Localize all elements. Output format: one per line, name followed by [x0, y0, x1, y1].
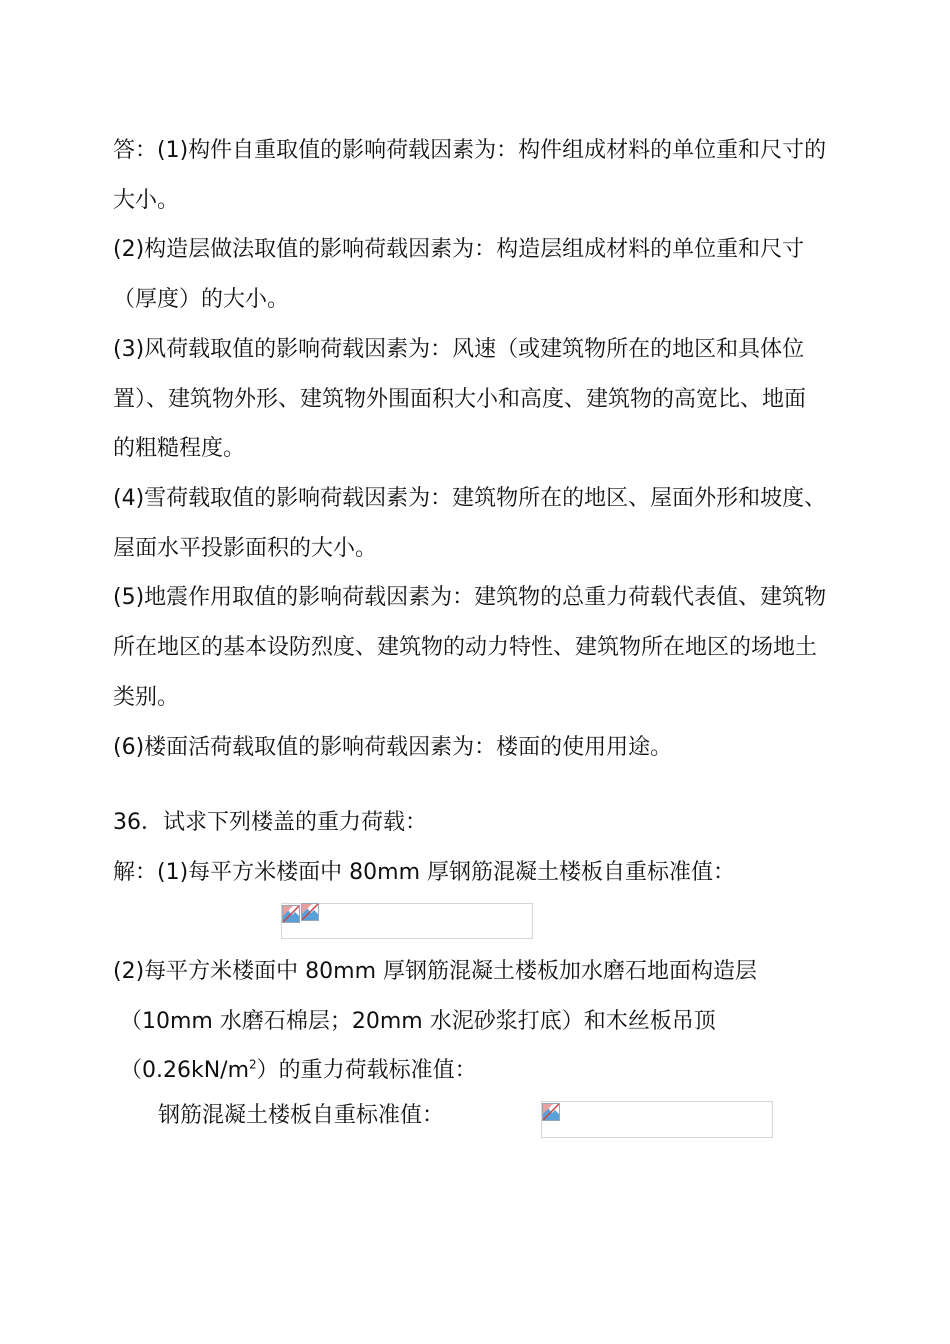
solution-line-2: (2)每平方米楼面中 80mm 厚钢筋混凝土楼板加水磨石地面构造层 — [113, 959, 758, 984]
answer-line-3: (2)构造层做法取值的影响荷载因素为：构造层组成材料的单位重和尺寸 — [113, 237, 805, 262]
superscript-2: 2 — [249, 1057, 257, 1072]
broken-image-icon — [301, 903, 319, 921]
formula-image-placeholder-2 — [541, 1101, 773, 1138]
broken-image-icon — [282, 905, 300, 923]
answer-line-6: 置）、建筑物外形、建筑物外围面积大小和高度、建筑物的高宽比、地面 — [113, 387, 807, 412]
answer-line-7: 的粗糙程度。 — [113, 436, 246, 461]
answer-line-4: （厚度）的大小。 — [113, 287, 290, 312]
answer-line-9: 屋面水平投影面积的大小。 — [113, 536, 378, 561]
answer-line-13: (6)楼面活荷载取值的影响荷载因素为：楼面的使用用途。 — [113, 735, 673, 760]
solution-line-3: （10mm 水磨石棉层；20mm 水泥砂浆打底）和木丝板吊顶 — [120, 1009, 716, 1034]
answer-line-12: 类别。 — [113, 685, 180, 710]
solution-line-4: $(0.26kN/m^2)$的重力荷载标准值： — [120, 1057, 477, 1083]
answer-line-8: (4)雪荷载取值的影响荷载因素为：建筑物所在的地区、屋面外形和坡度、 — [113, 486, 827, 511]
answer-line-1: 答：(1)构件自重取值的影响荷载因素为：构件组成材料的单位重和尺寸的 — [113, 138, 827, 163]
answer-line-11: 所在地区的基本设防烈度、建筑物的动力特性、建筑物所在地区的场地土 — [113, 635, 818, 660]
answer-line-10: (5)地震作用取值的影响荷载因素为：建筑物的总重力荷载代表值、建筑物 — [113, 585, 827, 610]
solution-line-5: 钢筋混凝土楼板自重标准值： — [158, 1103, 445, 1128]
broken-image-icon — [542, 1103, 560, 1121]
answer-line-5: (3)风荷载取值的影响荷载因素为：风速（或建筑物所在的地区和具体位 — [113, 337, 805, 362]
solution-line-1: 解：(1)每平方米楼面中 80mm 厚钢筋混凝土楼板自重标准值： — [113, 860, 736, 885]
question-36-heading: 36．试求下列楼盖的重力荷载： — [113, 810, 427, 835]
answer-line-2: 大小。 — [113, 188, 180, 213]
